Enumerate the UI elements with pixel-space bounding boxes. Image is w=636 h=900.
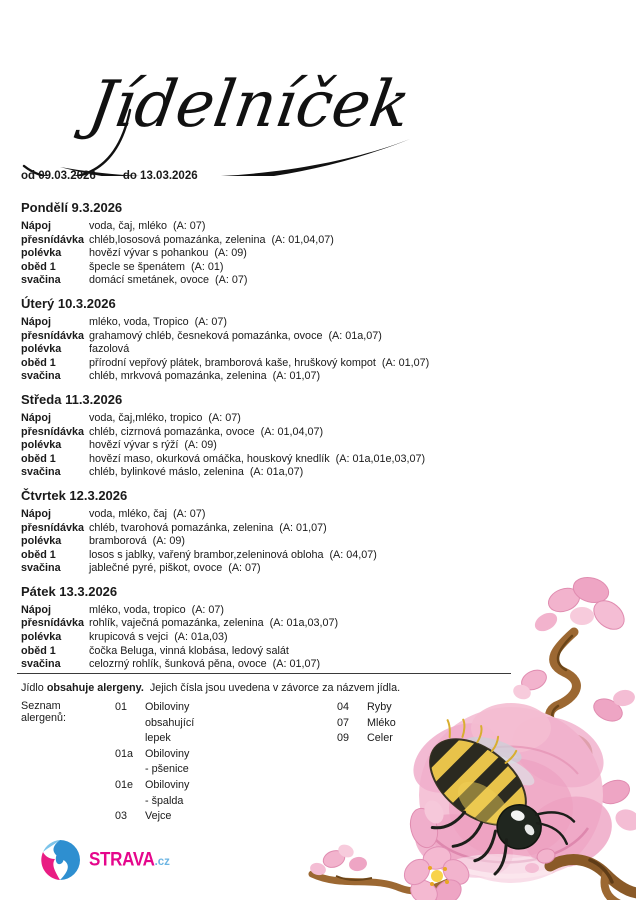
date-from: od 09.03.2026 — [21, 170, 96, 182]
menu-row — [21, 508, 621, 522]
menu-row — [21, 466, 621, 480]
meal-value: chléb, cizrnová pomazánka, ovoce (A: 01,04,07) — [89, 425, 324, 438]
day-header: Čtvrtek 12.3.2026 — [21, 487, 128, 503]
meal-label: přesnídávka — [21, 425, 85, 438]
meal-label: polévka — [21, 247, 62, 260]
menu-row — [21, 370, 621, 384]
meal-value: chléb,lososová pomazánka, zelenina (A: 01,04,07) — [89, 233, 334, 246]
menu-row — [21, 330, 621, 344]
page-title: Jídelníček — [83, 67, 416, 142]
meal-label: svačina — [21, 274, 61, 287]
allergen-item — [115, 700, 194, 747]
meal-label: přesnídávka — [21, 329, 85, 342]
meal-label: oběd 1 — [21, 260, 56, 273]
meal-value: domácí smetánek, ovoce (A: 07) — [89, 274, 248, 287]
menu-row — [21, 234, 621, 248]
allergen-code: 09 — [337, 732, 350, 745]
menu-row — [21, 220, 621, 234]
meal-value: chléb, bylinkové máslo, zelenina (A: 01a,07) — [89, 466, 304, 479]
meal-value: špecle se špenátem (A: 01) — [89, 260, 224, 273]
menu-row — [21, 549, 621, 563]
allergen-code: 01e — [115, 778, 134, 791]
allergen-name: Mléko — [367, 716, 396, 729]
blossom-branch-bottom-left — [309, 842, 474, 900]
meal-value: mléko, voda, tropico (A: 07) — [89, 603, 225, 616]
strava-logo-icon — [38, 838, 82, 882]
allergen-name: Vejce — [145, 810, 172, 823]
meal-label: polévka — [21, 535, 62, 548]
allergen-code: 01 — [115, 701, 128, 713]
strava-logo-suffix: .cz — [154, 856, 170, 868]
menu-row — [21, 357, 621, 371]
menu-row — [21, 247, 621, 261]
big-blossom — [401, 703, 622, 888]
meal-label: svačina — [21, 658, 61, 671]
meal-label: svačina — [21, 466, 61, 479]
meal-label: Nápoj — [21, 603, 51, 616]
allergen-item — [115, 809, 194, 825]
date-range — [21, 170, 198, 182]
bee-icon — [388, 700, 597, 900]
menu-row — [21, 617, 621, 631]
strava-logo — [38, 838, 170, 882]
menu-row — [21, 631, 621, 645]
menu-row — [21, 439, 621, 453]
meal-value: hovězí vývar s pohankou (A: 09) — [89, 247, 247, 260]
menu-row — [21, 604, 621, 618]
allergen-name: Obiloviny - špalda — [145, 778, 190, 807]
allergen-code: 07 — [337, 716, 350, 729]
menu-row — [21, 316, 621, 330]
meal-value: fazolová — [89, 343, 130, 356]
day-header: Úterý 10.3.2026 — [21, 295, 116, 311]
allergen-item — [337, 731, 396, 747]
meal-value: čočka Beluga, vinná klobása, ledový salát — [89, 644, 289, 657]
meal-value: bramborová (A: 09) — [89, 535, 186, 548]
strava-logo-text — [89, 850, 170, 870]
meal-value: grahamový chléb, česneková pomazánka, ovoce (A: 01a,07) — [89, 329, 382, 342]
allergen-note-bold: obsahuje alergeny. — [46, 682, 144, 694]
meal-value: chléb, tvarohová pomazánka, zelenina (A: 01,07) — [89, 521, 327, 534]
meal-value: voda, čaj, mléko (A: 07) — [89, 220, 206, 232]
meal-label: Nápoj — [21, 315, 51, 328]
allergen-item — [115, 747, 194, 778]
meal-label: přesnídávka — [21, 233, 85, 246]
five-petal-flower — [399, 844, 473, 900]
meal-label: oběd 1 — [21, 452, 56, 465]
section-divider — [17, 673, 511, 674]
menu-row — [21, 426, 621, 440]
meal-value: přírodní vepřový plátek, bramborová kaše, hruškový kompot (A: 01,07) — [89, 356, 430, 369]
menu-row — [21, 535, 621, 549]
meal-label: oběd 1 — [21, 356, 56, 369]
allergen-note-prefix: Jídlo — [21, 682, 47, 694]
allergen-item — [337, 700, 396, 716]
meal-value: celozrný rohlík, šunková pěna, ovoce (A: 01,07) — [89, 658, 321, 671]
allergen-column-1 — [115, 700, 194, 825]
meal-value: jablečné pyré, piškot, ovoce (A: 07) — [89, 562, 261, 575]
allergen-column-2 — [337, 700, 396, 747]
allergen-note — [21, 682, 400, 694]
meal-label: Nápoj — [21, 507, 51, 520]
meal-value: voda, čaj,mléko, tropico (A: 07) — [89, 411, 241, 424]
allergen-list-label: Seznam alergenů: — [21, 700, 67, 724]
meal-value: voda, mléko, čaj (A: 07) — [89, 507, 206, 520]
allergen-code: 04 — [337, 701, 350, 713]
day-block-thursday — [21, 488, 621, 576]
meal-label: oběd 1 — [21, 548, 56, 561]
day-header: Pátek 13.3.2026 — [21, 583, 118, 599]
menu-row — [21, 274, 621, 288]
meal-label: svačina — [21, 562, 61, 575]
menu-row — [21, 412, 621, 426]
weekly-menu — [21, 200, 621, 680]
allergen-name: Celer — [367, 732, 393, 745]
date-to: do 13.03.2026 — [122, 170, 198, 182]
day-block-monday — [21, 200, 621, 288]
meal-label: přesnídávka — [21, 521, 85, 534]
menu-row — [21, 562, 621, 576]
day-block-friday — [21, 584, 621, 672]
day-header: Pondělí 9.3.2026 — [21, 200, 123, 215]
meal-label: polévka — [21, 631, 62, 644]
meal-value: hovězí maso, okurková omáčka, houskový knedlík (A: 01a,01e,03,07) — [89, 452, 426, 465]
allergen-code: 03 — [115, 810, 128, 823]
day-block-tuesday — [21, 296, 621, 384]
meal-label: Nápoj — [21, 411, 51, 424]
allergen-code: 01a — [115, 747, 134, 760]
page-title-script — [18, 26, 438, 176]
allergen-item — [115, 778, 194, 809]
meal-label: přesnídávka — [21, 617, 85, 630]
menu-row — [21, 658, 621, 672]
meal-value: mléko, voda, Tropico (A: 07) — [89, 315, 228, 328]
day-header: Středa 11.3.2026 — [21, 391, 123, 407]
allergen-name: Ryby — [367, 701, 392, 713]
meal-value: losos s jablky, vařený brambor,zeleninová obloha (A: 04,07) — [89, 548, 377, 561]
menu-row — [21, 522, 621, 536]
strava-logo-main: STRAVA — [89, 848, 155, 871]
branch-bottom-right — [525, 847, 636, 900]
allergen-name: Obiloviny - pšenice — [145, 747, 190, 776]
menu-row — [21, 645, 621, 659]
menu-row — [21, 343, 621, 357]
meal-value: rohlík, vaječná pomazánka, zelenina (A: 01a,03,07) — [89, 617, 339, 630]
title-flourish-graphic — [18, 26, 438, 176]
allergen-name: Obiloviny obsahující lepek — [145, 701, 195, 745]
meal-label: polévka — [21, 439, 62, 452]
meal-label: Nápoj — [21, 220, 51, 232]
allergen-item — [337, 716, 396, 732]
meal-value: hovězí vývar s rýží (A: 09) — [89, 439, 217, 452]
allergen-note-suffix: Jejich čísla jsou uvedena v závorce za názvem jídla. — [143, 682, 401, 694]
meal-value: krupicová s vejci (A: 01a,03) — [89, 631, 228, 644]
menu-row — [21, 261, 621, 275]
meal-label: svačina — [21, 370, 61, 383]
menu-row — [21, 453, 621, 467]
meal-label: oběd 1 — [21, 644, 56, 657]
meal-value: chléb, mrkvová pomazánka, zelenina (A: 01,07) — [89, 370, 321, 383]
meal-label: polévka — [21, 343, 62, 356]
day-block-wednesday — [21, 392, 621, 480]
